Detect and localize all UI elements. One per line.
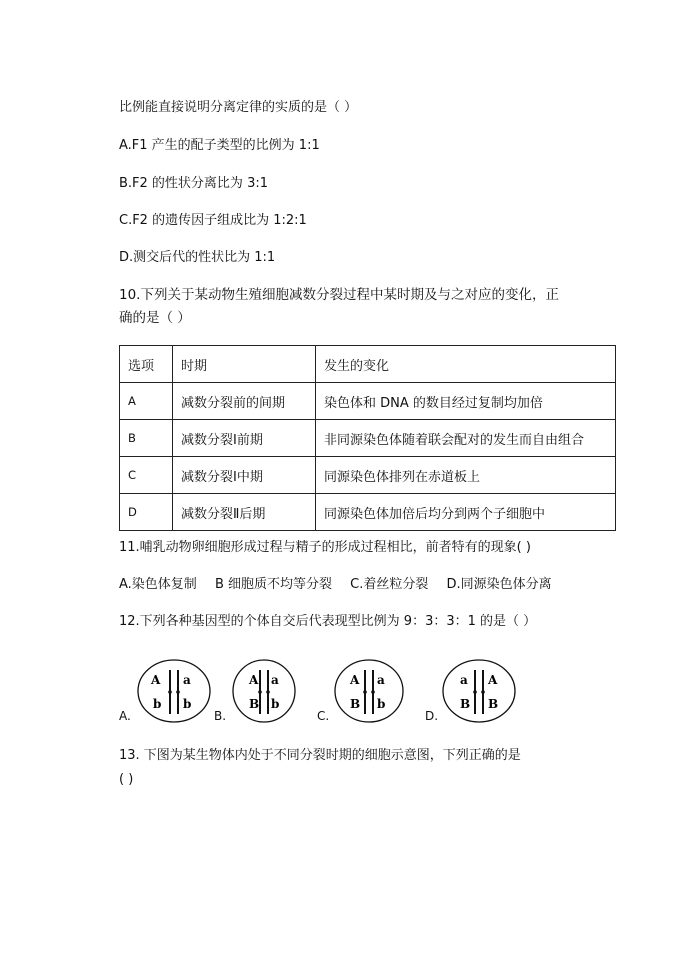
table-header-cell: 发生的变化	[316, 346, 616, 383]
table-cell: 减数分裂Ⅰ前期	[173, 420, 316, 457]
q10-table	[119, 345, 616, 531]
q12-stem: 12.下列各种基因型的个体自交后代表现型比例为 9：3：3：1 的是（ ）	[119, 614, 537, 629]
q12-option-d-label: D.	[425, 709, 439, 723]
allele-label: A	[488, 673, 498, 687]
allele-label: B	[488, 697, 499, 711]
table-cell: B	[120, 420, 173, 457]
table-row	[120, 457, 616, 494]
q10-stem-line1: 10.下列关于某动物生殖细胞减数分裂过程中某时期及与之对应的变化，正	[119, 287, 559, 303]
allele-label: A	[151, 673, 161, 687]
table-row	[120, 494, 616, 531]
allele-label: B	[350, 697, 361, 711]
table-header-cell: 时期	[173, 346, 316, 383]
q12-cell-diagram-c	[333, 658, 405, 724]
table-cell: 减数分裂Ⅱ后期	[173, 494, 316, 531]
table-cell: C	[120, 457, 173, 494]
q9-option-d: D.测交后代的性状比为 1:1	[119, 250, 276, 265]
table-header-row	[120, 346, 616, 383]
table-cell: 非同源染色体随着联会配对的发生而自由组合	[316, 420, 616, 457]
q12-option-b-label: B.	[214, 709, 227, 723]
q12-option-a-label: A.	[119, 709, 131, 723]
table-cell: D	[120, 494, 173, 531]
q9-stem: 比例能直接说明分离定律的实质的是（ ）	[119, 100, 358, 115]
q11-option-a: A.染色体复制	[119, 577, 197, 592]
q13-stem-line1: 13. 下图为某生物体内处于不同分裂时期的细胞示意图，下列正确的是	[119, 748, 521, 763]
table-cell: 同源染色体加倍后均分到两个子细胞中	[316, 494, 616, 531]
table-cell: A	[120, 383, 173, 420]
allele-label: A	[350, 673, 360, 687]
q11-options	[119, 575, 566, 595]
table-cell: 同源染色体排列在赤道板上	[316, 457, 616, 494]
q12-option-c-label: C.	[317, 709, 330, 723]
q12-cell-diagram-b	[231, 658, 297, 724]
q9-option-c: C.F2 的遗传因子组成比为 1:2:1	[119, 213, 307, 228]
q12-cell-diagram-d	[441, 658, 517, 724]
table-cell: 减数分裂前的间期	[173, 383, 316, 420]
allele-label: B	[249, 697, 260, 711]
allele-label: a	[183, 673, 191, 687]
table-cell: 减数分裂Ⅰ中期	[173, 457, 316, 494]
q9-option-a: A.F1 产生的配子类型的比例为 1:1	[119, 138, 320, 153]
allele-label: b	[153, 697, 162, 711]
allele-label: b	[377, 697, 386, 711]
allele-label: b	[183, 697, 192, 711]
q11-option-c: C.着丝粒分裂	[350, 577, 429, 592]
allele-label: A	[249, 673, 259, 687]
allele-label: a	[377, 673, 385, 687]
q10-stem-line2: 确的是（ ）	[119, 310, 191, 326]
q11-option-b: B 细胞质不均等分裂	[214, 577, 333, 592]
allele-label: a	[460, 673, 468, 687]
q13-stem-line2: ( )	[119, 772, 134, 787]
table-row	[120, 383, 616, 420]
table-header-cell: 选项	[120, 346, 173, 383]
allele-label: B	[460, 697, 471, 711]
allele-label: a	[271, 673, 279, 687]
q12-cell-diagram-a	[136, 658, 212, 724]
allele-label: b	[271, 697, 280, 711]
q9-option-b: B.F2 的性状分离比为 3:1	[119, 176, 268, 191]
q11-stem: 11.哺乳动物卵细胞形成过程与精子的形成过程相比，前者特有的现象( )	[119, 540, 531, 555]
table-cell: 染色体和 DNA 的数目经过复制均加倍	[316, 383, 616, 420]
q11-option-d: D.同源染色体分离	[446, 577, 552, 592]
table-row	[120, 420, 616, 457]
